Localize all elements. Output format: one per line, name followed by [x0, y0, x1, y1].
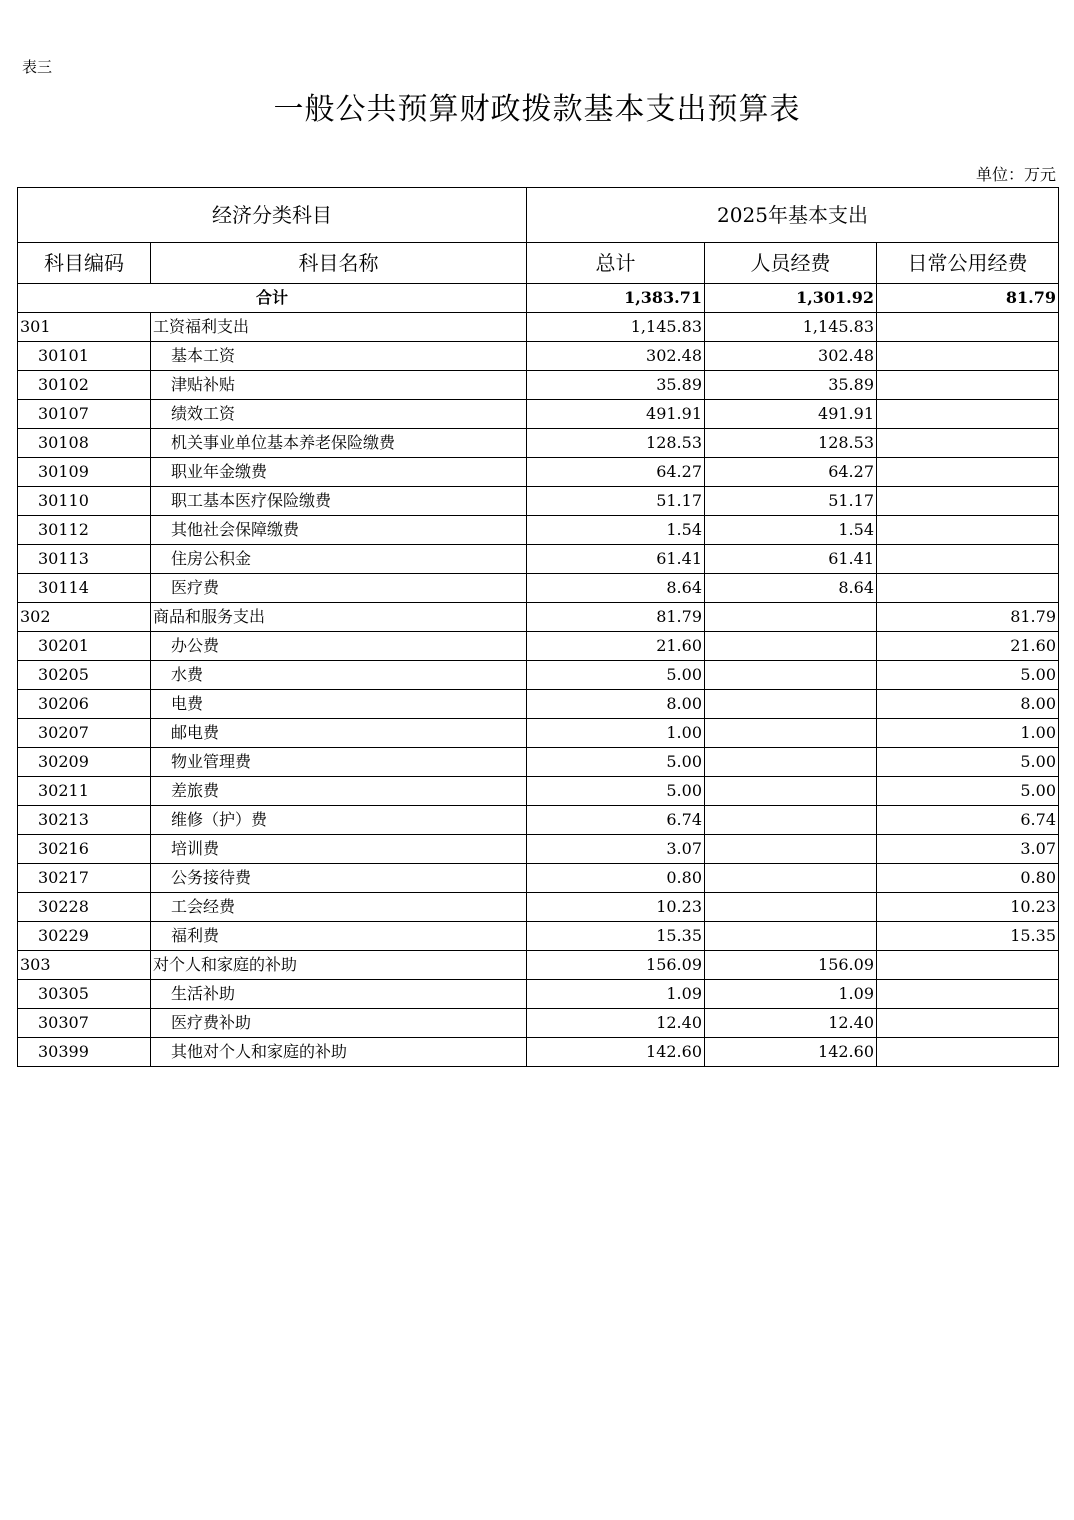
row-public: 5.00: [877, 777, 1059, 806]
header-personnel: 人员经费: [705, 243, 877, 284]
row-name: 对个人和家庭的补助: [151, 951, 527, 980]
row-name: 医疗费: [151, 574, 527, 603]
row-code: 30305: [18, 980, 151, 1009]
table-row: [18, 951, 1059, 980]
row-total: 128.53: [527, 429, 705, 458]
row-personnel: [705, 777, 877, 806]
row-public: [877, 487, 1059, 516]
row-personnel: [705, 603, 877, 632]
row-public: [877, 516, 1059, 545]
header-total: 总计: [527, 243, 705, 284]
page-title: 一般公共预算财政拨款基本支出预算表: [273, 92, 801, 127]
table-row: [18, 574, 1059, 603]
row-personnel: 1,145.83: [705, 313, 877, 342]
table-row: [18, 603, 1059, 632]
row-public: 81.79: [877, 603, 1059, 632]
table-row: [18, 748, 1059, 777]
row-name: 差旅费: [151, 777, 527, 806]
table-row: [18, 690, 1059, 719]
row-code: 30209: [18, 748, 151, 777]
row-code: 30228: [18, 893, 151, 922]
row-code: 303: [18, 951, 151, 980]
row-personnel: 61.41: [705, 545, 877, 574]
row-public: [877, 429, 1059, 458]
row-public: [877, 951, 1059, 980]
row-name: 福利费: [151, 922, 527, 951]
row-code: 30307: [18, 1009, 151, 1038]
row-personnel: 128.53: [705, 429, 877, 458]
row-personnel: [705, 661, 877, 690]
row-personnel: [705, 806, 877, 835]
row-public: 3.07: [877, 835, 1059, 864]
row-public: 5.00: [877, 661, 1059, 690]
row-public: 10.23: [877, 893, 1059, 922]
total-personnel: 1,301.92: [705, 284, 877, 313]
row-total: 12.40: [527, 1009, 705, 1038]
row-code: 30113: [18, 545, 151, 574]
row-public: [877, 371, 1059, 400]
table-number-label: 表三: [22, 58, 53, 76]
row-public: [877, 545, 1059, 574]
row-code: 30108: [18, 429, 151, 458]
table-row: [18, 864, 1059, 893]
table-row: [18, 893, 1059, 922]
table-row: [18, 922, 1059, 951]
table-row: [18, 980, 1059, 1009]
row-personnel: 302.48: [705, 342, 877, 371]
row-code: 30107: [18, 400, 151, 429]
total-row: [18, 284, 1059, 313]
row-code: 30101: [18, 342, 151, 371]
table-row: [18, 458, 1059, 487]
row-total: 15.35: [527, 922, 705, 951]
row-code: 30114: [18, 574, 151, 603]
header-code: 科目编码: [18, 243, 151, 284]
row-public: 8.00: [877, 690, 1059, 719]
row-public: [877, 342, 1059, 371]
row-public: [877, 1009, 1059, 1038]
row-name: 职业年金缴费: [151, 458, 527, 487]
table-row: [18, 516, 1059, 545]
row-name: 基本工资: [151, 342, 527, 371]
row-name: 水费: [151, 661, 527, 690]
row-total: 156.09: [527, 951, 705, 980]
row-personnel: [705, 748, 877, 777]
row-public: 15.35: [877, 922, 1059, 951]
row-name: 津贴补贴: [151, 371, 527, 400]
row-code: 30110: [18, 487, 151, 516]
row-personnel: 51.17: [705, 487, 877, 516]
row-code: 30213: [18, 806, 151, 835]
table-row: [18, 429, 1059, 458]
table-row: [18, 777, 1059, 806]
row-total: 491.91: [527, 400, 705, 429]
row-public: 21.60: [877, 632, 1059, 661]
row-total: 1.00: [527, 719, 705, 748]
row-total: 64.27: [527, 458, 705, 487]
row-personnel: 491.91: [705, 400, 877, 429]
table-row: [18, 313, 1059, 342]
row-personnel: [705, 690, 877, 719]
row-total: 5.00: [527, 777, 705, 806]
row-total: 5.00: [527, 661, 705, 690]
row-total: 3.07: [527, 835, 705, 864]
row-personnel: 35.89: [705, 371, 877, 400]
row-personnel: 156.09: [705, 951, 877, 980]
table-row: [18, 632, 1059, 661]
row-code: 30207: [18, 719, 151, 748]
row-personnel: [705, 835, 877, 864]
row-code: 30211: [18, 777, 151, 806]
row-total: 10.23: [527, 893, 705, 922]
row-code: 30217: [18, 864, 151, 893]
row-name: 医疗费补助: [151, 1009, 527, 1038]
row-code: 30216: [18, 835, 151, 864]
row-total: 51.17: [527, 487, 705, 516]
row-public: [877, 313, 1059, 342]
row-total: 302.48: [527, 342, 705, 371]
row-name: 邮电费: [151, 719, 527, 748]
budget-table: [17, 187, 1059, 1067]
row-personnel: 12.40: [705, 1009, 877, 1038]
row-public: [877, 1038, 1059, 1067]
row-total: 35.89: [527, 371, 705, 400]
row-total: 1.09: [527, 980, 705, 1009]
row-personnel: [705, 719, 877, 748]
row-public: [877, 980, 1059, 1009]
row-name: 机关事业单位基本养老保险缴费: [151, 429, 527, 458]
row-total: 1.54: [527, 516, 705, 545]
row-name: 电费: [151, 690, 527, 719]
row-total: 8.64: [527, 574, 705, 603]
table-row: [18, 400, 1059, 429]
row-name: 物业管理费: [151, 748, 527, 777]
row-name: 职工基本医疗保险缴费: [151, 487, 527, 516]
row-code: 30229: [18, 922, 151, 951]
header-row-group: [18, 188, 1059, 243]
table-row: [18, 1038, 1059, 1067]
row-total: 8.00: [527, 690, 705, 719]
table-row: [18, 487, 1059, 516]
table-row: [18, 545, 1059, 574]
row-personnel: [705, 864, 877, 893]
row-code: 30109: [18, 458, 151, 487]
row-name: 其他社会保障缴费: [151, 516, 527, 545]
row-code: 301: [18, 313, 151, 342]
row-code: 30205: [18, 661, 151, 690]
total-total: 1,383.71: [527, 284, 705, 313]
row-personnel: 64.27: [705, 458, 877, 487]
row-total: 5.00: [527, 748, 705, 777]
row-public: [877, 574, 1059, 603]
row-name: 住房公积金: [151, 545, 527, 574]
row-code: 30399: [18, 1038, 151, 1067]
row-total: 6.74: [527, 806, 705, 835]
total-label: 合计: [18, 284, 527, 313]
row-public: 6.74: [877, 806, 1059, 835]
row-total: 61.41: [527, 545, 705, 574]
row-code: 30201: [18, 632, 151, 661]
header-economic-classification: 经济分类科目: [18, 188, 527, 243]
row-personnel: [705, 922, 877, 951]
header-public: 日常公用经费: [877, 243, 1059, 284]
row-total: 1,145.83: [527, 313, 705, 342]
header-name: 科目名称: [151, 243, 527, 284]
row-name: 商品和服务支出: [151, 603, 527, 632]
table-row: [18, 371, 1059, 400]
row-personnel: [705, 632, 877, 661]
unit-label: 单位：万元: [975, 165, 1056, 184]
table-row: [18, 342, 1059, 371]
row-public: [877, 400, 1059, 429]
row-personnel: 8.64: [705, 574, 877, 603]
row-total: 21.60: [527, 632, 705, 661]
row-personnel: 1.54: [705, 516, 877, 545]
row-total: 81.79: [527, 603, 705, 632]
row-name: 培训费: [151, 835, 527, 864]
table-row: [18, 661, 1059, 690]
row-code: 302: [18, 603, 151, 632]
row-public: [877, 458, 1059, 487]
row-total: 0.80: [527, 864, 705, 893]
header-row-columns: [18, 243, 1059, 284]
row-name: 工会经费: [151, 893, 527, 922]
row-public: 1.00: [877, 719, 1059, 748]
row-code: 30102: [18, 371, 151, 400]
row-personnel: 1.09: [705, 980, 877, 1009]
row-name: 工资福利支出: [151, 313, 527, 342]
row-name: 其他对个人和家庭的补助: [151, 1038, 527, 1067]
table-row: [18, 835, 1059, 864]
row-name: 生活补助: [151, 980, 527, 1009]
row-code: 30112: [18, 516, 151, 545]
header-basic-expenditure: 2025年基本支出: [527, 188, 1059, 243]
row-total: 142.60: [527, 1038, 705, 1067]
row-name: 绩效工资: [151, 400, 527, 429]
row-public: 0.80: [877, 864, 1059, 893]
table-row: [18, 806, 1059, 835]
row-code: 30206: [18, 690, 151, 719]
total-public: 81.79: [877, 284, 1059, 313]
table-row: [18, 1009, 1059, 1038]
row-personnel: [705, 893, 877, 922]
row-personnel: 142.60: [705, 1038, 877, 1067]
row-name: 公务接待费: [151, 864, 527, 893]
table-row: [18, 719, 1059, 748]
row-name: 办公费: [151, 632, 527, 661]
row-public: 5.00: [877, 748, 1059, 777]
row-name: 维修（护）费: [151, 806, 527, 835]
